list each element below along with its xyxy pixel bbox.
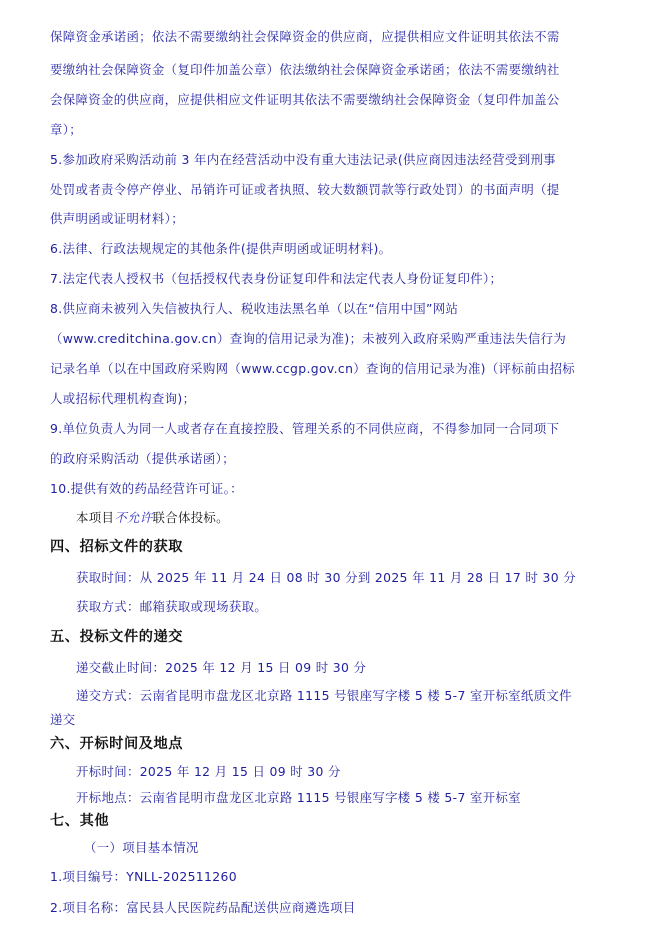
item-7: 7.法定代表人授权书（包括授权代表身份证复印件和法定代表人身份证复印件）；: [50, 271, 503, 286]
submission-deadline: 递交截止时间：2025 年 12 月 15 日 09 时 30 分: [76, 660, 367, 675]
consortium-suffix: 联合体投标。: [152, 510, 229, 525]
paragraph-4-line-3: 会保障资金的供应商，应提供相应文件证明其依法不需要缴纳社会保障资金（复印件加盖公: [50, 92, 560, 107]
section-4-heading: 四、招标文件的获取: [50, 539, 184, 555]
item-9-line-2: 的政府采购活动（提供承诺函）；: [50, 451, 235, 466]
item-5-line-3: 供声明函或证明材料）；: [50, 211, 184, 226]
paragraph-4-line-1: 保障资金承诺函；依法不需要缴纳社会保障资金的供应商，应提供相应文件证明其依法不需: [50, 29, 560, 44]
paragraph-4-line-2: 要缴纳社会保障资金（复印件加盖公章）依法缴纳社会保障资金承诺函；依法不需要缴纳社: [50, 62, 560, 77]
project-number: 1.项目编号：YNLL-202511260: [50, 869, 237, 884]
item-6: 6.法律、行政法规规定的其他条件(提供声明函或证明材料)。: [50, 241, 392, 256]
item-9-line-1: 9.单位负责人为同一人或者存在直接控股、管理关系的不同供应商，不得参加同一合同项下: [50, 421, 560, 436]
item-5-line-2: 处罚或者责令停产停业、吊销许可证或者执照、较大数额罚款等行政处罚）的书面声明（提: [50, 182, 560, 197]
item-8-line-4: 人或招标代理机构查询)；: [50, 391, 196, 406]
consortium-statement: [76, 510, 229, 526]
item-5-line-1: 5.参加政府采购活动前 3 年内在经营活动中没有重大违法记录(供应商因违法经营受到刑事: [50, 152, 556, 167]
section-6-heading: 六、开标时间及地点: [50, 736, 184, 752]
submission-method-line-1: 递交方式：云南省昆明市盘龙区北京路 1115 号银座写字楼 5 楼 5-7 室开标室纸质文件: [76, 688, 572, 703]
project-basic-info-heading: （一）项目基本情况: [84, 840, 199, 855]
consortium-prefix: 本项目: [76, 510, 115, 525]
item-10: 10.提供有效的药品经营许可证。：: [50, 481, 243, 496]
opening-place: 开标地点：云南省昆明市盘龙区北京路 1115 号银座写字楼 5 楼 5-7 室开标室: [76, 790, 521, 805]
acquisition-time: 获取时间：从 2025 年 11 月 24 日 08 时 30 分到 2025 年 11 月 28 日 17 时 30 分: [76, 570, 576, 585]
opening-time: 开标时间：2025 年 12 月 15 日 09 时 30 分: [76, 764, 341, 779]
item-8-line-3: 记录名单（以在中国政府采购网（www.ccgp.gov.cn）查询的信用记录为准)（评标前由招标: [50, 361, 576, 376]
item-8-line-1: 8.供应商未被列入失信被执行人、税收违法黑名单（以在“信用中国”网站: [50, 301, 459, 316]
section-5-heading: 五、投标文件的递交: [50, 629, 184, 645]
section-7-heading: 七、其他: [50, 813, 110, 829]
item-8-line-2: （www.creditchina.gov.cn）查询的信用记录为准)；未被列入政府采购严重违法失信行为: [50, 331, 567, 346]
acquisition-method: 获取方式：邮箱获取或现场获取。: [76, 599, 268, 614]
paragraph-4-line-4: 章）；: [50, 122, 83, 137]
submission-method-line-2: 递交: [50, 712, 76, 727]
consortium-not-allowed: 不允许: [114, 510, 153, 525]
project-name: 2.项目名称：富民县人民医院药品配送供应商遴选项目: [50, 900, 356, 915]
